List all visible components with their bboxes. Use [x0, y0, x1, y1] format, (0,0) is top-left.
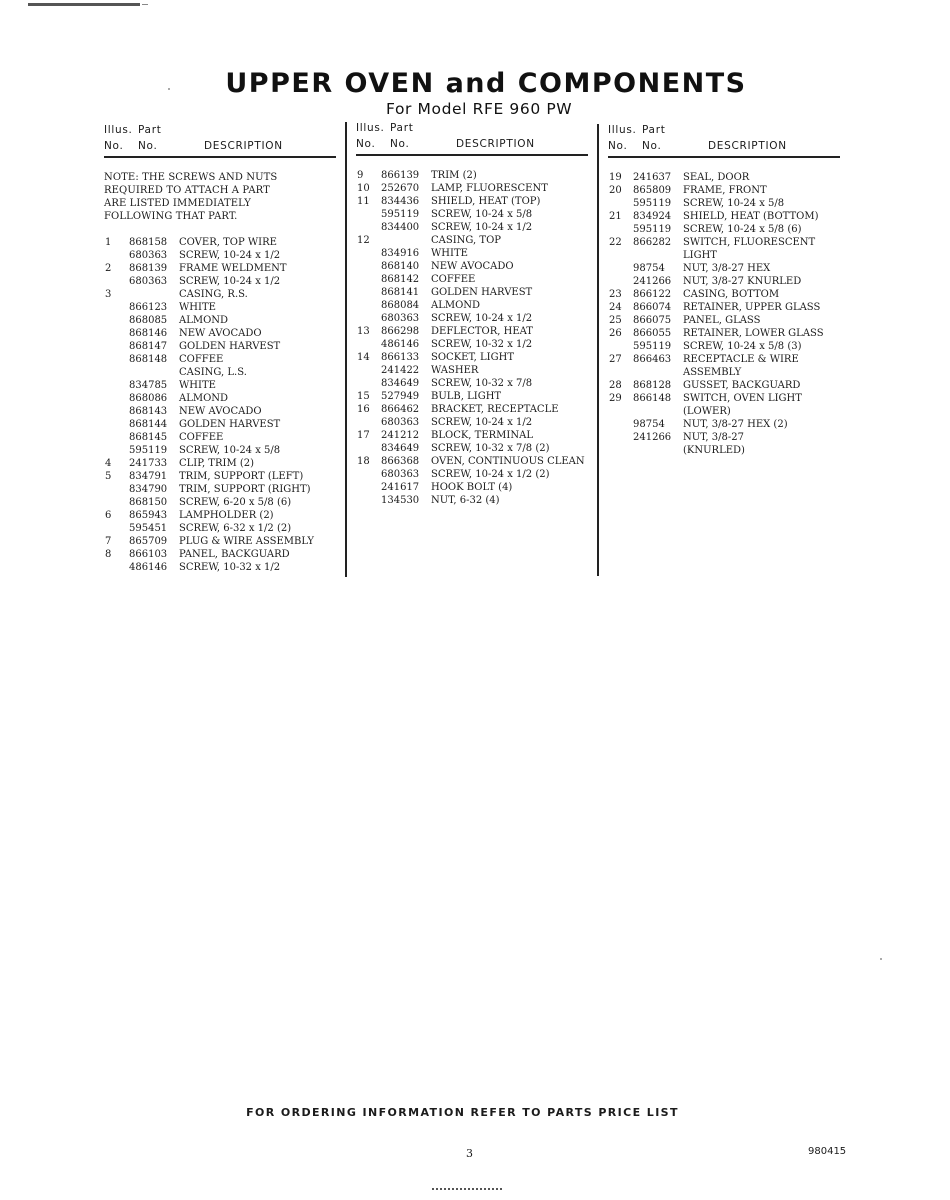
illus-number: 12 [357, 235, 370, 246]
part-number: 680363 [129, 276, 168, 287]
part-number: 868143 [129, 406, 168, 417]
column-header [104, 124, 336, 158]
part-description: SCREW, 6-20 x 5/8 (6) [179, 497, 292, 508]
header-part-no: No. [138, 140, 158, 152]
part-description: SHIELD, HEAT (BOTTOM) [683, 211, 819, 222]
part-number: 595451 [129, 523, 168, 534]
screws-note: NOTE: THE SCREWS AND NUTS REQUIRED TO ATTACH A PART ARE LISTED IMMEDIATELY FOLLOWING THAT PART. [104, 172, 278, 222]
part-number: 595119 [129, 445, 168, 456]
parts-rows [104, 171, 336, 574]
table-row [356, 403, 588, 416]
parts-rows [608, 171, 840, 457]
table-row [104, 366, 336, 379]
part-description: NUT, 6-32 (4) [431, 495, 500, 506]
part-description: SCREW, 10-32 x 7/8 [431, 378, 533, 389]
table-row [356, 351, 588, 364]
part-description: BLOCK, TERMINAL [431, 430, 533, 441]
table-row [356, 247, 588, 260]
part-number: 868158 [129, 237, 168, 248]
illus-number: 2 [105, 263, 112, 274]
part-number: 241266 [633, 432, 672, 443]
scan-speck [880, 958, 882, 960]
table-row [104, 418, 336, 431]
illus-number: 17 [357, 430, 370, 441]
part-description: TRIM, SUPPORT (RIGHT) [179, 484, 311, 495]
column-header [608, 124, 840, 158]
illus-number: 9 [357, 170, 364, 181]
document-code: 980415 [808, 1146, 847, 1157]
table-row [608, 171, 840, 184]
part-number: 866298 [381, 326, 420, 337]
part-number: 241266 [633, 276, 672, 287]
page-title: UPPER OVEN and COMPONENTS [225, 68, 747, 99]
table-row [104, 340, 336, 353]
scan-artifact [28, 3, 140, 6]
illus-number: 19 [609, 172, 622, 183]
illus-number: 26 [609, 328, 622, 339]
part-number: 834790 [129, 484, 168, 495]
part-description: DEFLECTOR, HEAT [431, 326, 533, 337]
part-number: 868084 [381, 300, 420, 311]
part-number: 868146 [129, 328, 168, 339]
part-description: SCREW, 10-24 x 5/8 [179, 445, 281, 456]
table-row [608, 379, 840, 392]
part-description: TRIM (2) [431, 170, 477, 181]
header-illus-no: No. [104, 140, 124, 152]
table-row [104, 353, 336, 366]
part-description: SCREW, 10-24 x 1/2 [431, 417, 533, 428]
table-row [104, 262, 336, 275]
table-row [608, 366, 840, 379]
part-description: NEW AVOCADO [431, 261, 514, 272]
part-number: 865943 [129, 510, 168, 521]
part-description: SCREW, 10-24 x 5/8 [431, 209, 533, 220]
header-rule [104, 156, 336, 158]
part-number: 866139 [381, 170, 420, 181]
part-description: LAMPHOLDER (2) [179, 510, 274, 521]
page-number: 3 [466, 1147, 473, 1160]
header-rule [356, 154, 588, 156]
part-description: SCREW, 10-24 x 5/8 (6) [683, 224, 802, 235]
part-number: 865809 [633, 185, 672, 196]
table-row [104, 288, 336, 301]
parts-column-3 [608, 124, 840, 457]
part-number: 868150 [129, 497, 168, 508]
header-illus: Illus. [608, 124, 637, 136]
table-row [104, 444, 336, 457]
part-number: 680363 [129, 250, 168, 261]
part-number: 868144 [129, 419, 168, 430]
illus-number: 4 [105, 458, 112, 469]
part-description: RETAINER, LOWER GLASS [683, 328, 824, 339]
part-description: RETAINER, UPPER GLASS [683, 302, 821, 313]
illus-number: 28 [609, 380, 622, 391]
part-description: NUT, 3/8-27 [683, 432, 744, 443]
part-description: GOLDEN HARVEST [179, 419, 281, 430]
part-number: 134530 [381, 495, 420, 506]
part-description: WASHER [431, 365, 479, 376]
parts-column-1 [104, 124, 336, 574]
illus-number: 1 [105, 237, 112, 248]
model-subtitle: For Model RFE 960 PW [386, 100, 573, 118]
table-row [608, 392, 840, 405]
part-description: CASING, L.S. [179, 367, 247, 378]
part-number: 595119 [381, 209, 420, 220]
part-number: 241617 [381, 482, 420, 493]
part-description: PANEL, GLASS [683, 315, 761, 326]
part-number: 486146 [129, 562, 168, 573]
column-divider [345, 122, 347, 577]
part-description: SCREW, 10-24 x 5/8 (3) [683, 341, 802, 352]
part-number: 834924 [633, 211, 672, 222]
part-number: 868142 [381, 274, 420, 285]
part-description: ALMOND [179, 315, 229, 326]
part-description: TRIM, SUPPORT (LEFT) [179, 471, 304, 482]
table-row [608, 275, 840, 288]
part-description: SCREW, 10-24 x 1/2 (2) [431, 469, 550, 480]
part-number: 866463 [633, 354, 672, 365]
part-number: 834916 [381, 248, 420, 259]
header-part: Part [390, 122, 414, 134]
parts-rows [356, 169, 588, 507]
part-number: 868140 [381, 261, 420, 272]
part-number: 834649 [381, 443, 420, 454]
part-description: RECEPTACLE & WIRE [683, 354, 799, 365]
parts-column-2 [356, 122, 588, 507]
part-description: COFFEE [179, 432, 224, 443]
table-row [356, 234, 588, 247]
illus-number: 24 [609, 302, 622, 313]
part-description: BRACKET, RECEPTACLE [431, 404, 559, 415]
part-number: 595119 [633, 224, 672, 235]
part-description: SEAL, DOOR [683, 172, 750, 183]
part-description: SCREW, 10-32 x 1/2 [179, 562, 281, 573]
part-description: SCREW, 10-24 x 1/2 [179, 276, 281, 287]
header-illus: Illus. [104, 124, 133, 136]
table-row [104, 327, 336, 340]
ordering-note: FOR ORDERING INFORMATION REFER TO PARTS PRICE LIST [246, 1106, 679, 1119]
table-row [356, 299, 588, 312]
part-number: 595119 [633, 198, 672, 209]
part-number: 868145 [129, 432, 168, 443]
part-number: 866148 [633, 393, 672, 404]
part-description: BULB, LIGHT [431, 391, 502, 402]
part-description: COFFEE [431, 274, 476, 285]
part-number: 868139 [129, 263, 168, 274]
part-number: 527949 [381, 391, 420, 402]
illus-number: 21 [609, 211, 622, 222]
part-description: SCREW, 10-24 x 1/2 [431, 222, 533, 233]
part-number: 834649 [381, 378, 420, 389]
illus-number: 29 [609, 393, 622, 404]
table-row [356, 442, 588, 455]
table-row [104, 522, 336, 535]
illus-number: 27 [609, 354, 622, 365]
part-number: 866123 [129, 302, 168, 313]
illus-number: 13 [357, 326, 370, 337]
table-row [608, 288, 840, 301]
part-description: PLUG & WIRE ASSEMBLY [179, 536, 314, 547]
illus-number: 5 [105, 471, 112, 482]
table-row [104, 483, 336, 496]
table-row [608, 340, 840, 353]
table-row [608, 353, 840, 366]
part-number: 834785 [129, 380, 168, 391]
part-number: 98754 [633, 419, 665, 430]
illus-number: 14 [357, 352, 370, 363]
part-description: WHITE [179, 302, 216, 313]
part-description: WHITE [431, 248, 468, 259]
table-row [356, 260, 588, 273]
table-row [104, 249, 336, 262]
part-number: 866103 [129, 549, 168, 560]
table-row [608, 197, 840, 210]
illus-number: 8 [105, 549, 112, 560]
column-header [356, 122, 588, 156]
part-description: SOCKET, LIGHT [431, 352, 514, 363]
header-part-no: No. [390, 138, 410, 150]
part-number: 866075 [633, 315, 672, 326]
part-number: 98754 [633, 263, 665, 274]
table-row [104, 405, 336, 418]
part-description: SCREW, 10-24 x 5/8 [683, 198, 785, 209]
table-row [356, 364, 588, 377]
part-description: GOLDEN HARVEST [431, 287, 533, 298]
part-description: SWITCH, FLUORESCENT [683, 237, 816, 248]
part-number: 241212 [381, 430, 420, 441]
scan-artifact [142, 4, 148, 5]
part-number: 866462 [381, 404, 420, 415]
table-row [356, 455, 588, 468]
table-row [608, 301, 840, 314]
table-row [608, 223, 840, 236]
part-description: LIGHT [683, 250, 717, 261]
header-part: Part [642, 124, 666, 136]
illus-number: 3 [105, 289, 112, 300]
table-row [608, 444, 840, 457]
illus-number: 20 [609, 185, 622, 196]
header-description: DESCRIPTION [456, 138, 535, 150]
column-divider [597, 124, 599, 576]
illus-number: 25 [609, 315, 622, 326]
illus-number: 11 [357, 196, 370, 207]
part-number: 834436 [381, 196, 420, 207]
header-illus-no: No. [608, 140, 628, 152]
table-row [356, 429, 588, 442]
part-number: 680363 [381, 313, 420, 324]
part-number: 241422 [381, 365, 420, 376]
part-description: NEW AVOCADO [179, 406, 262, 417]
table-row [608, 405, 840, 418]
part-description: SWITCH, OVEN LIGHT [683, 393, 802, 404]
table-row [356, 195, 588, 208]
table-row [356, 468, 588, 481]
part-description: GUSSET, BACKGUARD [683, 380, 801, 391]
table-row [104, 275, 336, 288]
part-description: CASING, R.S. [179, 289, 248, 300]
part-number: 868141 [381, 287, 420, 298]
table-row [356, 312, 588, 325]
part-description: COVER, TOP WIRE [179, 237, 277, 248]
table-row [356, 377, 588, 390]
part-number: 241637 [633, 172, 672, 183]
table-row [104, 535, 336, 548]
table-row [356, 221, 588, 234]
part-description: SCREW, 10-32 x 7/8 (2) [431, 443, 550, 454]
part-number: 866133 [381, 352, 420, 363]
table-row [104, 379, 336, 392]
table-row [104, 236, 336, 249]
illus-number: 22 [609, 237, 622, 248]
part-number: 834400 [381, 222, 420, 233]
part-number: 868086 [129, 393, 168, 404]
table-row [104, 470, 336, 483]
table-row [356, 182, 588, 195]
table-row [356, 208, 588, 221]
header-part-no: No. [642, 140, 662, 152]
part-description: COFFEE [179, 354, 224, 365]
part-number: 868085 [129, 315, 168, 326]
part-description: ASSEMBLY [683, 367, 742, 378]
part-number: 868148 [129, 354, 168, 365]
part-description: NUT, 3/8-27 HEX [683, 263, 771, 274]
part-description: CASING, BOTTOM [683, 289, 780, 300]
illus-number: 15 [357, 391, 370, 402]
part-description: NUT, 3/8-27 KNURLED [683, 276, 802, 287]
part-number: 866122 [633, 289, 672, 300]
table-row [608, 249, 840, 262]
part-description: OVEN, CONTINUOUS CLEAN [431, 456, 585, 467]
header-description: DESCRIPTION [708, 140, 787, 152]
table-row [356, 325, 588, 338]
table-row [104, 561, 336, 574]
table-row [104, 509, 336, 522]
table-row [104, 496, 336, 509]
part-description: ALMOND [179, 393, 229, 404]
illus-number: 18 [357, 456, 370, 467]
table-row [104, 392, 336, 405]
table-row [356, 416, 588, 429]
illus-number: 16 [357, 404, 370, 415]
table-row [356, 273, 588, 286]
part-description: SCREW, 10-24 x 1/2 [179, 250, 281, 261]
part-number: 241733 [129, 458, 168, 469]
part-description: FRAME WELDMENT [179, 263, 287, 274]
table-row [608, 262, 840, 275]
part-description: SCREW, 10-24 x 1/2 [431, 313, 533, 324]
part-number: 866055 [633, 328, 672, 339]
header-rule [608, 156, 840, 158]
part-description: (KNURLED) [683, 445, 745, 456]
part-description: SCREW, 10-32 x 1/2 [431, 339, 533, 350]
part-description: NUT, 3/8-27 HEX (2) [683, 419, 788, 430]
part-description: CLIP, TRIM (2) [179, 458, 255, 469]
table-row [356, 494, 588, 507]
part-description: SHIELD, HEAT (TOP) [431, 196, 541, 207]
part-number: 595119 [633, 341, 672, 352]
table-row [356, 286, 588, 299]
table-row [608, 327, 840, 340]
part-description: CASING, TOP [431, 235, 502, 246]
part-number: 834791 [129, 471, 168, 482]
illus-number: 23 [609, 289, 622, 300]
part-number: 866074 [633, 302, 672, 313]
header-illus: Illus. [356, 122, 385, 134]
table-row [104, 457, 336, 470]
table-row [608, 236, 840, 249]
table-row [104, 548, 336, 561]
part-description: HOOK BOLT (4) [431, 482, 513, 493]
part-description: FRAME, FRONT [683, 185, 767, 196]
table-row [356, 481, 588, 494]
table-row [104, 301, 336, 314]
table-row [608, 210, 840, 223]
part-number: 866368 [381, 456, 420, 467]
part-description: LAMP, FLUORESCENT [431, 183, 548, 194]
part-number: 868147 [129, 341, 168, 352]
part-description: NEW AVOCADO [179, 328, 262, 339]
table-row [356, 169, 588, 182]
part-description: (LOWER) [683, 406, 731, 417]
part-number: 868128 [633, 380, 672, 391]
part-number: 680363 [381, 469, 420, 480]
table-row [608, 184, 840, 197]
part-number: 865709 [129, 536, 168, 547]
table-row [608, 418, 840, 431]
part-number: 252670 [381, 183, 420, 194]
part-number: 680363 [381, 417, 420, 428]
header-part: Part [138, 124, 162, 136]
table-row [104, 314, 336, 327]
table-row [608, 431, 840, 444]
part-number: 866282 [633, 237, 672, 248]
header-description: DESCRIPTION [204, 140, 283, 152]
part-description: PANEL, BACKGUARD [179, 549, 290, 560]
part-description: GOLDEN HARVEST [179, 341, 281, 352]
table-row [104, 431, 336, 444]
part-description: ALMOND [431, 300, 481, 311]
scan-artifact [432, 1188, 502, 1192]
header-illus-no: No. [356, 138, 376, 150]
part-number: 486146 [381, 339, 420, 350]
table-row [356, 390, 588, 403]
illus-number: 7 [105, 536, 112, 547]
part-description: WHITE [179, 380, 216, 391]
illus-number: 10 [357, 183, 370, 194]
part-description: SCREW, 6-32 x 1/2 (2) [179, 523, 292, 534]
scan-speck [168, 88, 170, 90]
table-row [356, 338, 588, 351]
illus-number: 6 [105, 510, 112, 521]
table-row [608, 314, 840, 327]
